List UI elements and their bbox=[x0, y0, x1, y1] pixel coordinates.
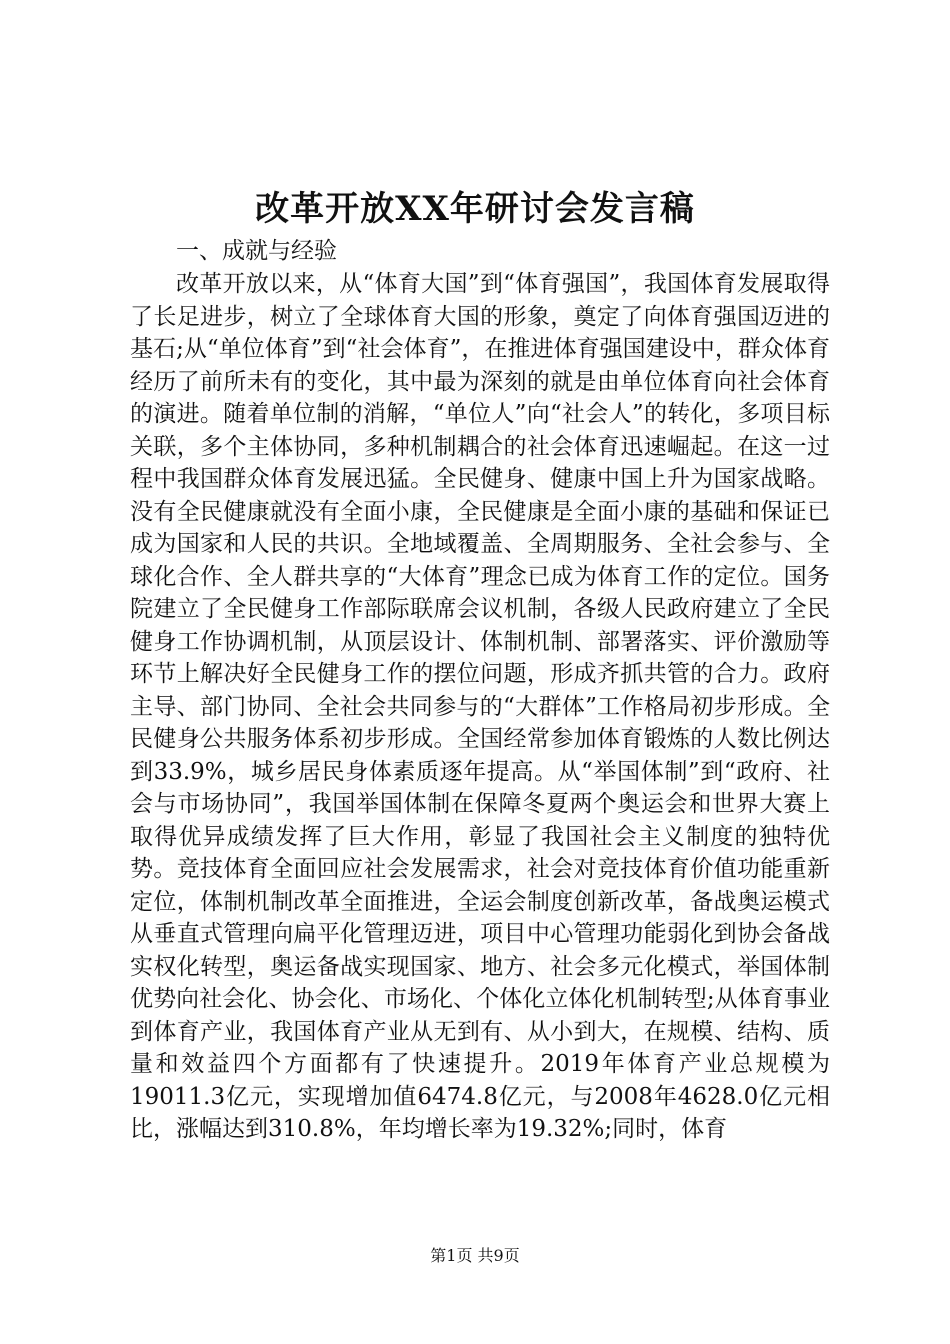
document-title: 改革开放XX年研讨会发言稿 bbox=[255, 189, 695, 229]
body-paragraph: 改革开放以来，从“体育大国”到“体育强国”，我国体育发展取得了长足进步，树立了全球体育大国的形象，奠定了向体育强国迈进的基石;从“单位体育”到“社会体育”，在推进体育强国建设中，群众体育经历了前所未有的变化，其中最为深刻的就是由单位体育向社会体育的演进。随着单位制的消解，“单位人”向“社会人”的转化，多项目标关联，多个主体协同，多种机制耦合的社会体育迅速崛起。在这一过程中我国群众体育发展迅猛。全民健身、健康中国上升为国家战略。没有全民健康就没有全面小康，全民健康是全面小康的基础和保证已成为国家和人民的共识。全地域覆盖、全周期服务、全社会参与、全球化合作、全人群共享的“大体育”理念已成为体育工作的定位。国务院建立了全民健身工作部际联席会议机制，各级人民政府建立了全民健身工作协调机制，从顶层设计、体制机制、部署落实、评价激励等环节上解决好全民健身工作的摆位问题，形成齐抓共管的合力。政府主导、部门协同、全社会共同参与的“大群体”工作格局初步形成。全民健身公共服务体系初步形成。全国经常参加体育锻炼的人数比例达到33.9%，城乡居民身体素质逐年提高。从“举国体制”到“政府、社会与市场协同”，我国举国体制在保障冬夏两个奥运会和世界大赛上取得优异成绩发挥了巨大作用，彰显了我国社会主义制度的独特优势。竞技体育全面回应社会发展需求，社会对竞技体育价值功能重新定位，体制机制改革全面推进，全运会制度创新改革，备战奥运模式从垂直式管理向扁平化管理迈进，项目中心管理功能弱化到协会备战实权化转型，奥运备战实现国家、地方、社会多元化模式，举国体制优势向社会化、协会化、市场化、个体化立体化机制转型;从体育事业到体育产业，我国体育产业从无到有、从小到大，在规模、结构、质量和效益四个方面都有了快速提升。2019年体育产业总规模为19011.3亿元，实现增加值6474.8亿元，与2008年4628.0亿元相比，涨幅达到310.8%，年均增长率为19.32%;同时，体育 bbox=[130, 271, 830, 1142]
page-footer: 第1页 共9页 bbox=[430, 1246, 520, 1265]
section-heading: 一、成就与经验 bbox=[176, 238, 337, 264]
